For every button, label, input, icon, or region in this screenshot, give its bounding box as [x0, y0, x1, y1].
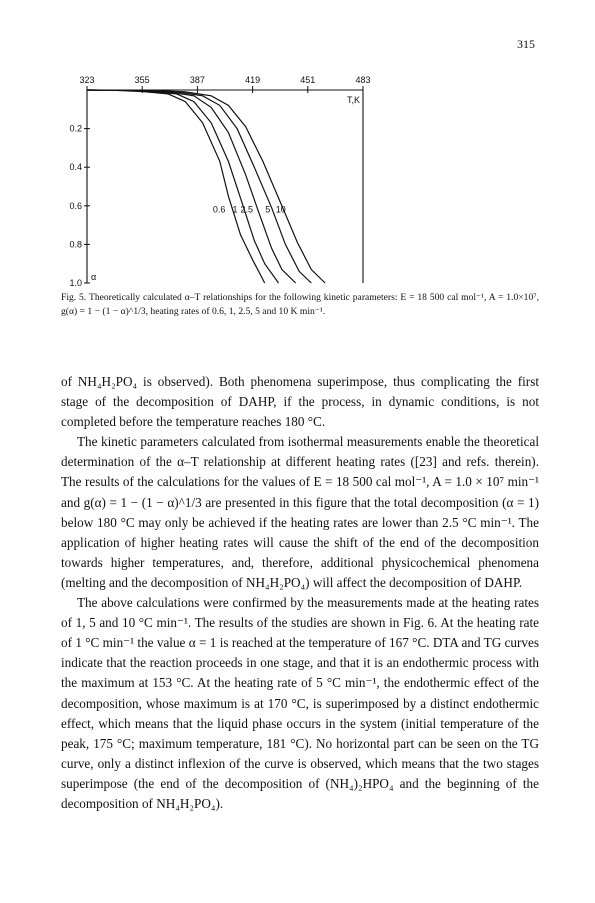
- curve-line: [87, 90, 265, 283]
- figure-caption: [61, 291, 539, 318]
- curve-label: 2.5: [240, 204, 254, 215]
- x-tick-label: 419: [245, 75, 261, 85]
- page-number: 315: [517, 37, 535, 51]
- chart-curves: [87, 90, 325, 283]
- y-axis-label: α: [91, 272, 97, 282]
- x-tick-label: 451: [300, 75, 316, 85]
- y-tick-label: 1.0: [69, 278, 82, 288]
- x-tick-label: 323: [79, 75, 95, 85]
- curve-line: [87, 90, 296, 283]
- body-text: [61, 372, 539, 814]
- y-tick-label: 0.4: [69, 162, 82, 173]
- curve-label: 10: [275, 204, 286, 215]
- paragraph: The above calculations were confirmed by the measurements made at the heating rates of 1, 5 and 10 °C min⁻¹. The results of the studies are shown in Fig. 6. At the heating rate of 1 °C min⁻¹ the value α = 1 is reached at the temperature of 167 °C. DTA and TG curves indicate that the reaction proceeds in one stage, and that it is an endothermic process with the maximum at 153 °C. At the heating rate of 5 °C min⁻¹, the endothermic effect of the decomposition, whose maximum is at 170 °C, is superimposed by a distinct endothermic effect, which means that the liquid phase occurs in the system (initial temperature of the peak, 175 °C; maximum temperature, 181 °C). No horizontal part can be seen on the TG curve, only a distinct inflexion of the curve is observed, which means that the two stages superimpose (the end of the decomposition of (NH₄)₂HPO₄ and the beginning of the decomposition of NH₄H₂PO₄).: [61, 595, 539, 811]
- paragraph: The kinetic parameters calculated from isothermal measurements enable the theoretical determination of the α–T relationship at different heating rates ([23] and refs. therein). The results of the calculations for the values of E = 18 500 cal mol⁻¹, A = 1.0 × 10⁷ min⁻¹ and g(α) = 1 − (1 − α)^1/3 are presented in this figure that the total decomposition (α = 1) below 180 °C may only be achieved if the heating rates are lower than 2.5 °C min⁻¹. The application of higher heating rates will cause the shift of the end of the decomposition towards higher temperatures, and, therefore, additional physicochemical phenomena (melting and the decomposition of NH₄H₂PO₄) will affect the decomposition of DAHP.: [61, 434, 539, 590]
- alpha-temperature-chart: [0, 0, 595, 300]
- curve-label: 1: [232, 204, 238, 215]
- paragraph: of NH₄H₂PO₄ is observed). Both phenomena superimpose, thus complicating the first stage of the decomposition of DAHP, if the process, in dynamic conditions, is not completed before the temperature reaches 180 °C.: [61, 374, 539, 430]
- x-tick-label: 355: [134, 75, 150, 85]
- curve-label: 5: [265, 204, 271, 215]
- figure-caption-label: Fig. 5.: [61, 292, 87, 303]
- alpha-temperature-figure: [0, 0, 595, 300]
- x-axis-label: T,K: [346, 95, 360, 105]
- figure-caption-text: Theoretically calculated α–T relationships for the following kinetic parameters: E = 18 500 cal mol⁻¹, A = 1.0×10⁷, g(α) = 1 − (1 − α)^1/3, heating rates of 0.6, 1, 2.5, 5 and 10 K min⁻¹.: [61, 292, 539, 317]
- curve-line: [87, 90, 325, 283]
- x-tick-label: 387: [189, 75, 205, 85]
- curve-label: 0.6: [212, 204, 226, 215]
- x-tick-label: 483: [355, 75, 371, 85]
- chart-axes: [69, 75, 370, 288]
- y-tick-label: 0.6: [69, 200, 82, 211]
- chart-labels: [213, 205, 286, 215]
- y-tick-label: 0.2: [69, 123, 82, 134]
- y-tick-label: 0.8: [69, 239, 82, 250]
